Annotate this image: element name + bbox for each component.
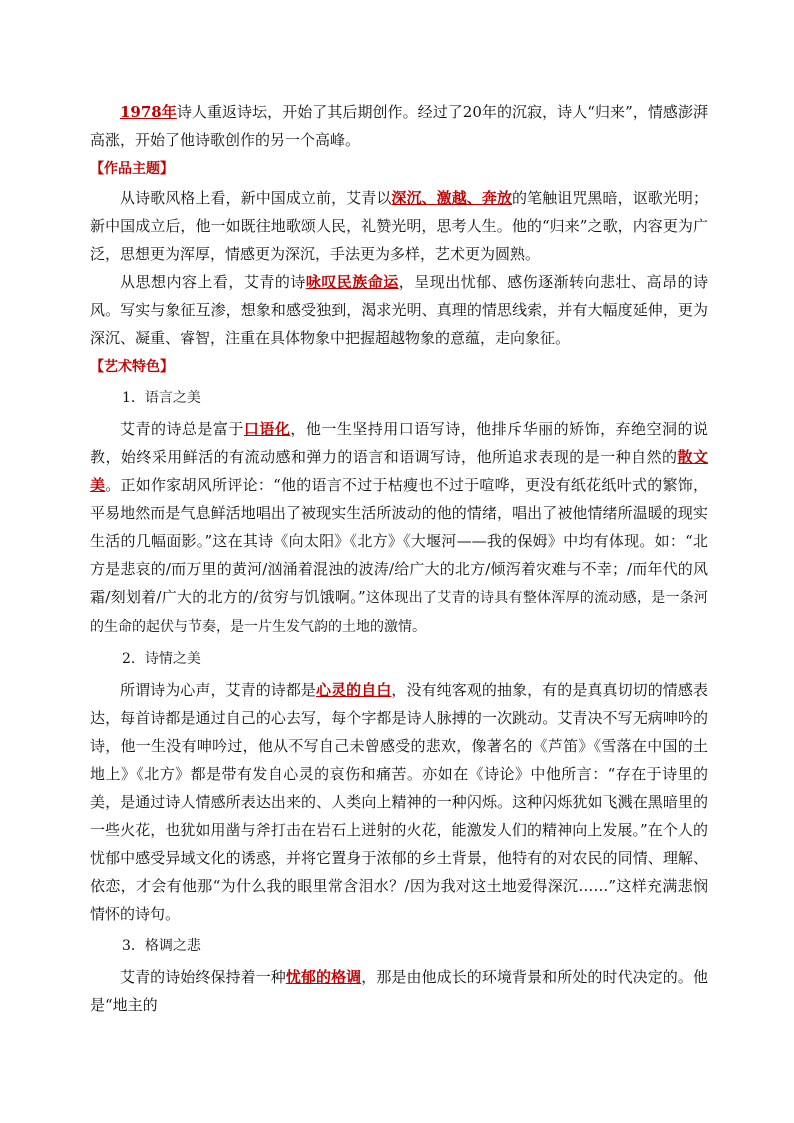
highlight-prose: 散文美	[90, 448, 708, 494]
section-heading-art: 【艺术特色】	[90, 359, 174, 375]
highlight-style: 深沉、激越、奔放	[391, 189, 513, 207]
subheading-tone: 3．格调之悲	[122, 938, 201, 954]
theme-paragraph-1: 从诗歌风格上看，新中国成立前，艾青以深沉、激越、奔放的笔触诅咒黑暗，讴歌光明；新中国成立后，他一如既往地歌颂人民，礼赞光明，思考人生。他的“归来”之歌，内容更为广泛，思想更为浑厚，情感更为深沉，手法更为多样，艺术更为圆熟。	[90, 189, 708, 263]
highlight-heart: 心灵的自白	[316, 681, 392, 699]
tone-paragraph: 艾青的诗始终保持着一种忧郁的格调，那是由他成长的环境背景和所处的时代决定的。他是“地主的	[90, 968, 708, 1014]
highlight-year: 1978年	[120, 103, 177, 121]
intro-paragraph	[90, 98, 708, 154]
document-body	[90, 98, 708, 1019]
theme-paragraph-2: 从思想内容上看，艾青的诗咏叹民族命运，呈现出忧郁、感伤逐渐转向悲壮、高昂的诗风。写实与象征互渗，想象和感受独到，渴求光明、真理的情思线索，并有大幅度延伸，更为深沉、凝重、睿智，注重在具体物象中把握超越物象的意蕴，走向象征。	[90, 273, 708, 347]
intro-text: 诗人重返诗坛，开始了其后期创作。经过了20年的沉寂，诗人“归来”，情感澎湃高涨，开始了他诗歌创作的另一个高峰。	[90, 103, 709, 149]
highlight-melancholy: 忧郁的格调	[285, 968, 362, 986]
language-paragraph: 艾青的诗总是富于口语化，他一生坚持用口语写诗，他排斥华丽的矫饰，弃绝空洞的说教，始终采用鲜活的有流动感和弹力的语言和语调写诗，他所追求表现的是一种自然的散文美。正如作家胡风所评论：“他的语言不过于枯瘦也不过于喧哗，更没有纸花纸叶式的繁饰，平易地然而是气息鲜活地唱出了被现实生活所波动的他的情绪，唱出了被他情绪所温暖的现实生活的几幅面影。”这在其诗《向太阳》《北方》《大堰河——我的保姆》中均有体现。如：“北方是悲哀的/而万里的黄河/汹涌着混浊的波涛/给广大的北方/倾泻着灾难与不幸；/而年代的风霜/刻划着/广大的北方的/贫穷与饥饿啊。”这体现出了艾青的诗具有整体浑厚的流动感，是一条河的生命的起伏与节奏，是一片生发气韵的土地的激情。	[90, 420, 708, 635]
section-heading-theme: 【作品主题】	[90, 161, 174, 177]
subheading-emotion: 2．诗情之美	[122, 651, 201, 667]
highlight-destiny: 咏叹民族命运	[305, 273, 399, 291]
subheading-language: 1．语言之美	[122, 390, 201, 406]
emotion-paragraph: 所谓诗为心声，艾青的诗都是心灵的自白，没有纯客观的抽象，有的是真真切切的情感表达，每首诗都是通过自己的心去写，每个字都是诗人脉搏的一次跳动。艾青决不写无病呻吟的诗，他一生没有呻吟过，他从不写自己未曾感受的悲欢，像著名的《芦笛》《雪落在中国的土地上》《北方》都是带有发自心灵的哀伤和痛苦。亦如在《诗论》中他所言：“存在于诗里的美，是通过诗人情感所表达出来的、人类向上精神的一种闪烁。这种闪烁犹如飞溅在黑暗里的一些火花，也犹如用凿与斧打击在岩石上迸射的火花，能激发人们的精神向上发展。”在个人的忧郁中感受异域文化的诱惑，并将它置身于浓郁的乡土背景，他特有的对农民的同情、理解、依恋，才会有他那“为什么我的眼里常含泪水？/因为我对这土地爱得深沉……”这样充满悲悯情怀的诗句。	[90, 681, 708, 923]
highlight-colloquial: 口语化	[243, 420, 291, 438]
